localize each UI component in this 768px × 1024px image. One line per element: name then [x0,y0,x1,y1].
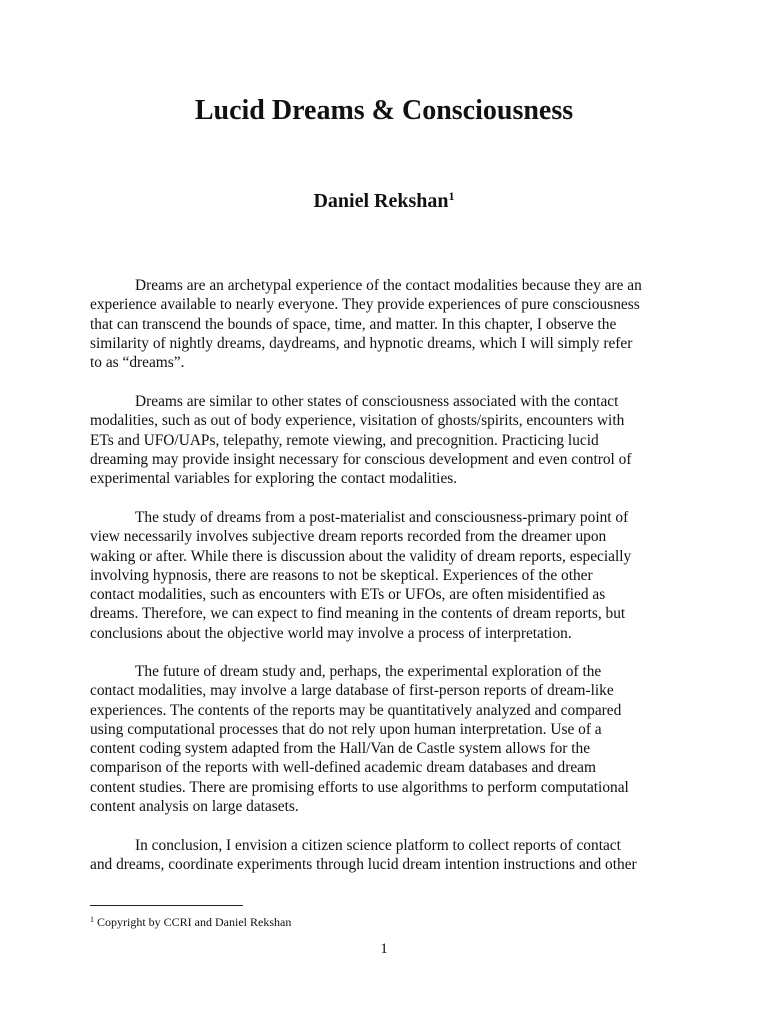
paragraph-line: experimental variables for exploring the contact modalities. [90,470,458,488]
author-name-text: Daniel Rekshan [313,190,449,212]
paragraph-line: experiences. The contents of the reports may be quantitatively analyzed and compared [90,701,622,719]
paragraph-line: that can transcend the bounds of space, time, and matter. In this chapter, I observe the [90,315,617,333]
paragraph-line: Dreams are similar to other states of consciousness associated with the contact [135,393,619,410]
paragraph-line: waking or after. While there is discussion about the validity of dream reports, especially [90,547,632,565]
paragraph-line: conclusions about the objective world may involve a process of interpretation. [90,624,572,642]
paragraph-line: contact modalities, may involve a large database of first-person reports of dream-like [90,682,614,700]
paragraph-line: experience available to nearly everyone. They provide experiences of pure consciousness [90,296,640,314]
footnote-text: Copyright by CCRI and Daniel Rekshan [97,915,292,929]
paragraph-line: and dreams, coordinate experiments through lucid dream intention instructions and other [90,856,637,874]
paragraph-line: Dreams are an archetypal experience of the contact modalities because they are an [135,277,642,294]
paragraph-line: dreams. Therefore, we can expect to find meaning in the contents of dream reports, but [90,605,626,623]
paragraph-line: ETs and UFO/UAPs, telepathy, remote viewing, and precognition. Practicing lucid [90,431,599,449]
paragraph-line: content coding system adapted from the Hall/Van de Castle system allows for the [90,740,591,758]
paragraph-line: contact modalities, such as encounters with ETs or UFOs, are often misidentified as [90,586,606,604]
paragraph-line: The study of dreams from a post-materialist and consciousness-primary point of [135,509,629,526]
paragraph-line: comparison of the reports with well-defined academic dream databases and dream [90,759,596,777]
paragraph-line: content analysis on large datasets. [90,798,299,816]
footnote-mark: 1 [90,915,94,924]
footnote-divider [90,905,243,906]
paragraph-line: In conclusion, I envision a citizen science platform to collect reports of contact [135,837,621,854]
author-name [0,188,768,214]
paragraph-line: to as “dreams”. [90,354,185,372]
paragraph-line: modalities, such as out of body experience, visitation of ghosts/spirits, encounters with [90,412,625,430]
page-number: 1 [380,941,388,957]
paragraph-5 [90,836,690,875]
paragraph-line: The future of dream study and, perhaps, the experimental exploration of the [135,663,602,680]
page-title: Lucid Dreams & Consciousness [194,95,574,126]
paragraph-line: similarity of nightly dreams, daydreams, and hypnotic dreams, which I will simply refer [90,334,633,352]
paragraph-3 [90,508,690,643]
paragraph-line: involving hypnosis, there are reasons to not be skeptical. Experiences of the other [90,566,593,584]
paragraph-line: content studies. There are promising efforts to use algorithms to perform computational [90,778,629,796]
paragraph-2 [90,392,690,488]
paragraph-line: dreaming may provide insight necessary for conscious development and even control of [90,450,632,468]
footnote [90,914,291,930]
paragraph-1 [90,276,690,372]
footnote-reference: 1 [448,189,455,203]
paragraph-line: view necessarily involves subjective dream reports recorded from the dreamer upon [90,528,607,546]
paragraph-line: using computational processes that do not rely upon human interpretation. Use of a [90,720,602,738]
paragraph-4 [90,662,690,816]
